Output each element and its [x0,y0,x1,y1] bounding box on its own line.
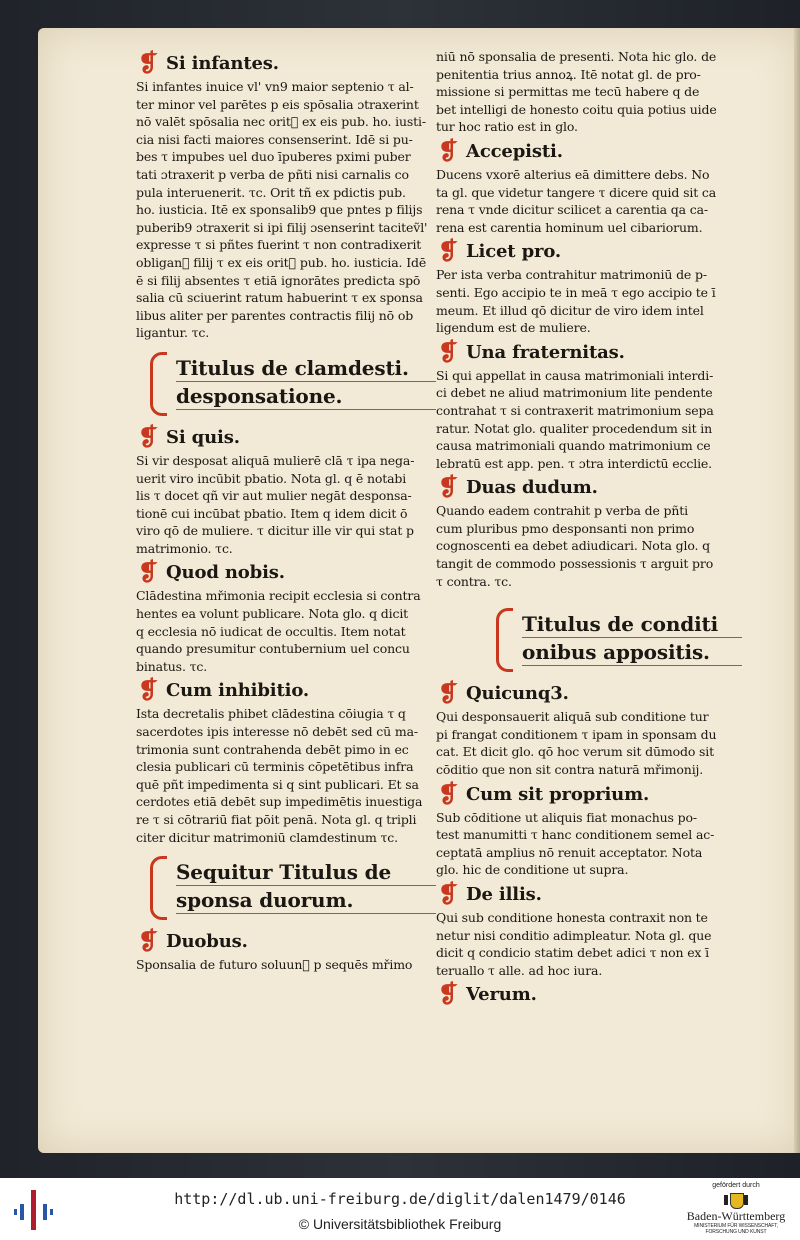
rubric-heading: ❡ Si infantes. [138,48,279,77]
text-line: Clādestina mřimonia recipit ecclesia si contra [136,588,421,604]
pilcrow-icon: ❡ [138,926,158,956]
paragraph [136,452,436,558]
text-line: salia cū sciuerint ratum habuerint τ ex sponsa [136,290,423,306]
red-bracket-icon [150,856,167,920]
text-line: glo. hic de conditione ut supra. [436,862,629,878]
text-line: contrahat τ si contraxerit matrimonium sepa [436,402,714,418]
rubric-heading: ❡ Verum. [438,979,537,1009]
pilcrow-icon: ❡ [138,675,158,705]
pilcrow-icon: ❡ [438,879,458,908]
text-line: puberib9 ɔtraxerit si ipi filij ɔsenserint taciteṽl' [136,219,428,235]
text-line: netur nisi conditio adimpleatur. Nota gl. que [436,927,712,943]
text-line: Per ista verba contrahitur matrimoniū de p- [436,267,707,283]
text-line: test manumitti τ hanc conditionem semel ac- [436,827,715,843]
text-line: hentes ea volunt publicare. Nota glo. q dicit [136,606,409,622]
text-line: ho. iusticia. Itē ex sponsalib9 que pntes p filijs [136,202,423,218]
text-line: pula interuenerit. τc. Orit tñ ex pdictis pub. [136,184,406,200]
text-line: Quando eadem contrahit p verba de pñti [436,503,689,519]
text-line: q ecclesia nō iudicat de occultis. Item notat [136,623,406,639]
text-line: senti. Ego accipio te in meā τ ego accipio te ī [436,284,716,300]
page-edge [794,28,800,1153]
text-line: obliganᷣ filij τ ex eis oritᷣ pub. ho. iusticia. Idē [136,254,427,270]
pilcrow-icon: ❡ [438,336,458,366]
title-line: desponsatione. [176,384,436,410]
pilcrow-icon: ❡ [438,678,458,708]
section-title [496,612,742,666]
text-line: cum pluribus pmo desponsanti non primo [436,520,695,536]
rubric-heading: ❡ Accepisti. [438,135,563,165]
rubric-heading: ❡ Si quis. [138,421,240,451]
paragraph [136,587,436,675]
text-line: Sponsalia de futuro soluunᷣ p sequēs mřimo [136,957,413,973]
text-line: Si infantes inuice vl' vn9 maior septenio τ al- [136,79,414,94]
text-line: lebratū est app. pen. τ ɔtra interdictū ecclie. [436,455,713,471]
text-line: cerdotes etiā debēt sup impedimētis inuestiga [136,794,423,810]
text-line: Sub cōditione ut aliquis fiat monachus po- [436,809,697,825]
paragraph [436,48,742,136]
text-line: quando presumitur contubernium uel concu [136,641,410,657]
paragraph [436,708,742,778]
text-line: re τ si cōtrariū fiat pōit penā. Nota gl. q tripli [136,812,417,827]
text-line: uerit viro incūbit pbatio. Nota gl. q ē notabi [136,470,407,486]
text-line: binatus. τc. [136,658,208,674]
paragraph [436,502,742,590]
section-title [150,356,436,410]
sponsor-name: Baden-Württemberg [686,1209,786,1223]
text-line: causa matrimoniali quando matrimonium ce [436,438,711,454]
text-line: missione si permittas me tecū habere q de [436,84,700,100]
pilcrow-icon: ❡ [138,557,158,587]
text-line: τ contra. τc. [436,573,512,589]
text-line: teruallo τ alle. ad hoc iura. [436,962,603,978]
text-line: Si qui appellat in causa matrimoniali interdi- [436,367,714,383]
text-line: tati ɔtraxerit p verba de pñti nisi carnalis co [136,166,409,182]
copyright-notice: © Universitätsbibliothek Freiburg [298,1216,502,1232]
coat-of-arms-icon [724,1191,748,1209]
text-line: trimonia sunt contrahenda debēt pimo in ec [136,741,409,757]
pilcrow-icon: ❡ [138,421,158,451]
text-line: ligendum est de muliere. [436,320,591,336]
text-line: cia nisi facti maiores consenserint. Idē si pu- [136,131,413,147]
paragraph [136,956,436,974]
text-line: rena τ vnde dicitur scilicet a carentia qa ca- [436,202,709,218]
text-line: cat. Et dicit glo. qō hoc verum sit dūmodo sit [436,744,715,760]
text-line: bet intelligi de honesto coitu quia potius uide [436,101,717,117]
title-line: onibus appositis. [522,640,742,666]
text-line: Qui desponsauerit aliquā sub conditione tur [436,709,709,725]
text-line: quē pñt impedimenta si q sint publicari. Et sa [136,776,419,792]
sponsor-block [680,1182,792,1238]
text-line: libus aliter per parentes contractis filij nō ob [136,307,414,323]
sponsor-ministry: MINISTERIUM FÜR WISSENSCHAFT, FORSCHUNG UND KUNST [694,1223,778,1235]
text-line: ta gl. que videtur tangere τ dicere quid sit ca [436,184,717,200]
text-line: Qui sub conditione honesta contraxit non te [436,910,708,925]
paragraph [136,705,436,846]
text-line: penitentia trius annoꝝ. Itē notat gl. de pro- [436,66,701,82]
text-line: dicit q condicio statim debet adici τ non ex ī [436,945,710,961]
paragraph [436,266,742,336]
text-line: tionē cui incūbat pbatio. Item q idem dicit ō [136,505,408,521]
text-line: cognoscenti ea debet adiudicari. Nota glo. q [436,538,711,554]
pilcrow-icon: ❡ [438,135,458,165]
pilcrow-icon: ❡ [438,236,458,266]
text-line: citer dicitur matrimoniū clamdestinum τc. [136,829,398,845]
text-line: expresse τ si pñtes fuerint τ non contradixerit [136,237,422,253]
text-line: ci debet ne aliud matrimonium lite pendente [436,385,713,401]
text-line: bes τ impubes uel duo īpuberes pximi puber [136,149,411,165]
text-line: sacerdotes ipis interesse nō debēt sed cū ma- [136,724,418,740]
rubric-heading: ❡ Licet pro. [438,236,562,266]
text-line: lis τ docet qñ vir aut mulier negāt desponsa- [136,488,412,504]
paragraph [436,166,742,236]
text-line: clesia publicari cū terminis cōpetētibus infra [136,759,414,775]
text-line: pi frangat conditionem τ ipam in sponsam du [436,726,717,742]
text-line: Si vir desposat aliquā mulierē clā τ ipa nega- [136,452,415,468]
text-line: ceptatā amplius nō renuit acceptator. Nota [436,844,703,860]
rubric-heading: ❡ Duobus. [138,926,248,956]
title-line: Sequitur Titulus de [176,860,436,886]
text-line: ter minor vel parētes p eis spōsalia ɔtraxerint [136,96,419,112]
paragraph [436,909,742,979]
rubric-heading: ❡ De illis. [438,879,542,908]
paragraph [136,78,436,342]
text-line: viro qō de muliere. τ dicitur ille vir qui stat p [136,523,414,539]
pilcrow-icon: ❡ [138,48,158,77]
text-line: matrimonio. τc. [136,540,233,556]
pilcrow-icon: ❡ [438,979,458,1009]
text-line: Ducens vxorē alterius eā dimittere debs. No [436,166,710,182]
text-line: ē si filij absentes τ etiā ignorātes predicta spō [136,272,421,288]
viewer-footer [0,1178,800,1240]
text-line: ratur. Notat glo. qualiter procedendum sit in [436,420,713,436]
rubric-heading: ❡ Cum inhibitio. [138,675,310,705]
pilcrow-icon: ❡ [438,472,458,502]
text-line: ligantur. τc. [136,325,210,341]
left-text-column [136,48,436,974]
text-line: Ista decretalis phibet clādestina cōiugia τ q [136,706,406,722]
text-line: meum. Et illud qō dicitur de viro idem intel [436,302,704,318]
rubric-heading: ❡ Cum sit proprium. [438,778,650,808]
permalink-url[interactable]: http://dl.ub.uni-freiburg.de/diglit/dalen1479/0146 [174,1190,626,1208]
rubric-heading: ❡ Quod nobis. [138,557,285,587]
paragraph [436,367,742,473]
title-line: Titulus de conditi [522,612,742,638]
text-line: tur hoc ratio est in glo. [436,119,578,135]
red-bracket-icon [150,352,167,416]
section-title [150,860,436,914]
red-bracket-icon [496,608,513,672]
rubric-heading: ❡ Duas dudum. [438,472,598,502]
title-line: sponsa duorum. [176,888,436,914]
text-line: niū nō sponsalia de presenti. Nota hic glo. de [436,49,717,64]
paragraph [436,809,742,879]
rubric-heading: ❡ Una fraternitas. [438,336,625,366]
text-line: tangit de commodo possessionis τ arguit pro [436,556,714,572]
sponsor-caption: gefördert durch [712,1182,760,1189]
pilcrow-icon: ❡ [438,778,458,808]
text-line: nō valēt spōsalia nec oritᷣ ex eis pub. ho. iusti- [136,114,426,130]
text-line: cōditio que non sit contra naturā mřimonij. [436,762,704,778]
right-text-column [436,48,742,1009]
rubric-heading: ❡ Quicunq3. [438,678,569,708]
title-line: Titulus de clamdesti. [176,356,436,382]
text-line: rena est carentia hominum uel cibariorum. [436,219,703,235]
